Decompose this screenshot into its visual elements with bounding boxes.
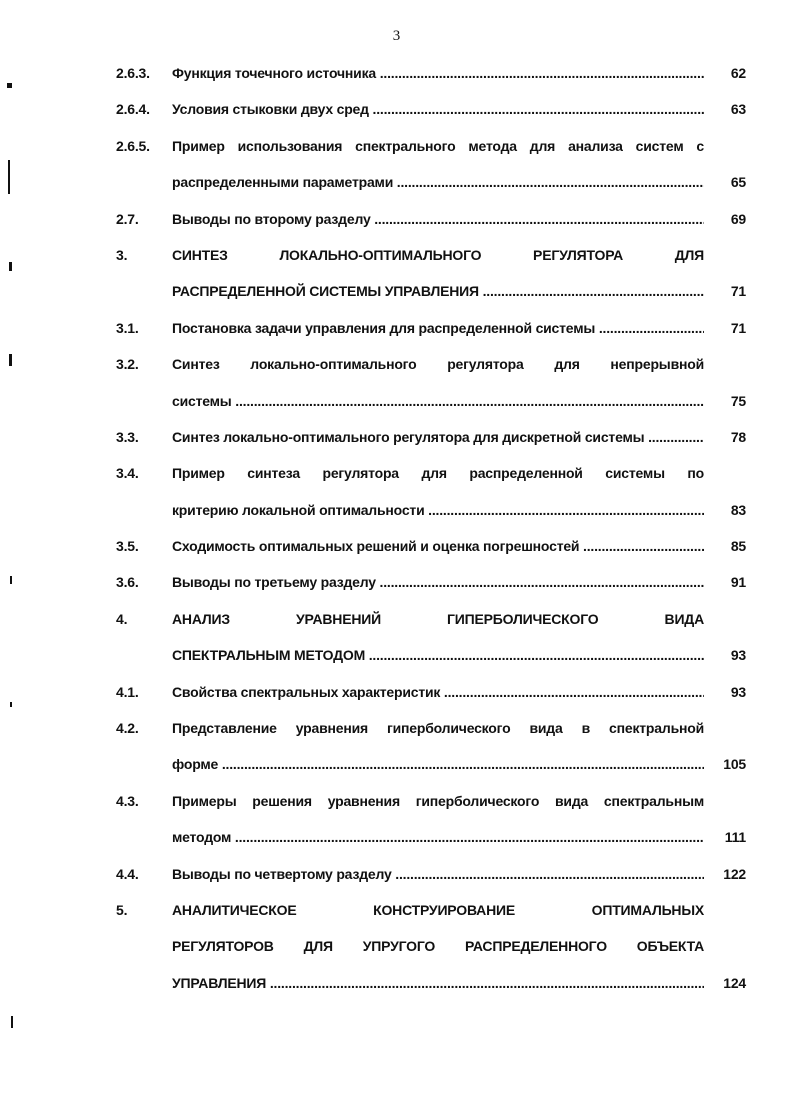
toc-entry-title: Постановка задачи управления для распределенной системы ..... [172,320,704,336]
toc-entry [0,128,793,201]
toc-entry-number: 3.1. [116,319,139,336]
toc-entry-title: СИНТЕЗ ЛОКАЛЬНО-ОПТИМАЛЬНОГО РЕГУЛЯТОРА ДЛЯ [172,246,704,263]
toc-entry [0,564,793,600]
toc-entry-title: Пример использования спектрального метода для анализа систем с [172,137,704,154]
scan-mark [10,576,12,584]
toc-entry-title: системы ..... [172,393,704,409]
toc-entry-title: АНАЛИЗ УРАВНЕНИЙ ГИПЕРБОЛИЧЕСКОГО ВИДА [172,610,704,627]
toc-entry-page: 93 [730,683,746,700]
toc-entry-title: Условия стыковки двух сред ..... [172,101,704,117]
toc-entry-title: Свойства спектральных характеристик ..... [172,684,704,700]
scan-mark [7,83,12,88]
toc-entry-number: 3.5. [116,538,139,555]
toc-entry-page: 75 [730,392,746,409]
toc-entry-page: 65 [730,174,746,191]
toc-entry-number: 4.1. [116,683,139,700]
toc-entry [0,201,793,237]
toc-entry-page: 111 [724,829,746,846]
toc-line [0,237,793,273]
toc-line [0,674,793,710]
toc-entry-title: УПРАВЛЕНИЯ ..... [172,975,704,991]
toc-entry-title: РЕГУЛЯТОРОВ ДЛЯ УПРУГОГО РАСПРЕДЕЛЕННОГО ОБЪЕКТА [172,938,704,955]
toc-entry-title: Примеры решения уравнения гиперболического вида спектральным [172,792,704,809]
toc-entry-number: 4. [116,610,128,627]
toc-entry-page: 71 [730,283,746,300]
toc-line [0,746,793,782]
toc-line [0,564,793,600]
toc-line [0,128,793,164]
toc-entry-number: 2.6.4. [116,101,150,118]
toc-line [0,856,793,892]
toc-line [0,346,793,382]
toc-entry-page: 69 [730,210,746,227]
toc-entry [0,55,793,91]
toc-line [0,601,793,637]
toc-entry-title: АНАЛИТИЧЕСКОЕ КОНСТРУИРОВАНИЕ ОПТИМАЛЬНЫХ [172,901,704,918]
toc-entry [0,237,793,310]
toc-entry [0,674,793,710]
toc-entry-page: 91 [730,574,746,591]
scan-mark [8,160,10,194]
toc-entry [0,310,793,346]
toc-line [0,273,793,309]
toc-entry-page: 71 [730,319,746,336]
toc-entry-title: Синтез локально-оптимального регулятора для непрерывной [172,356,704,373]
toc-entry-page: 122 [723,865,746,882]
scan-mark [9,354,12,366]
page-number: 3 [392,28,401,44]
toc-line [0,91,793,127]
toc-entry [0,419,793,455]
toc-line [0,492,793,528]
scan-mark [11,1016,13,1028]
toc-line [0,164,793,200]
toc-entry-title: СПЕКТРАЛЬНЫМ МЕТОДОМ ..... [172,647,704,663]
toc-line [0,637,793,673]
toc-entry [0,710,793,783]
toc-line [0,310,793,346]
toc-entry [0,528,793,564]
toc-entry [0,455,793,528]
toc-entry [0,783,793,856]
toc-line [0,455,793,491]
toc-entry-title: методом ..... [172,829,704,845]
toc-entry-number: 2.7. [116,210,139,227]
toc-entry-number: 4.4. [116,865,139,882]
toc-entry-title: Синтез локально-оптимального регулятора для дискретной системы ..... [172,429,704,445]
toc-entry-title: форме ..... [172,756,704,772]
toc-entry-title: Функция точечного источника ..... [172,65,704,81]
toc-entry-number: 3. [116,246,128,263]
toc-entry-page: 62 [730,65,746,81]
toc-entry-title: Пример синтеза регулятора для распределенной системы по [172,465,704,482]
toc-entry-title: Сходимость оптимальных решений и оценка погрешностей ..... [172,538,704,554]
toc-entry [0,892,793,1001]
toc-entry-number: 3.2. [116,356,139,373]
scan-mark [10,702,12,707]
toc-entry-number: 4.3. [116,792,139,809]
toc-entry-page: 85 [730,538,746,555]
toc-line [0,419,793,455]
toc-entry-title: критерию локальной оптимальности ..... [172,502,704,518]
toc-entry [0,601,793,674]
toc-line [0,710,793,746]
toc-entry-page: 63 [730,101,746,118]
toc-entry [0,346,793,419]
toc-entry-page: 93 [730,647,746,664]
toc-entry-number: 2.6.3. [116,65,150,81]
toc-entry-number: 3.3. [116,428,139,445]
toc-line [0,965,793,1001]
toc-line [0,819,793,855]
toc-entry-page: 83 [730,501,746,518]
toc-line [0,383,793,419]
toc-entry-title: Представление уравнения гиперболического вида в спектральной [172,720,704,737]
toc-entry-title: распределенными параметрами ..... [172,174,704,190]
toc-line [0,201,793,237]
table-of-contents [0,55,793,1001]
toc-entry-title: Выводы по третьему разделу ..... [172,574,704,590]
toc-entry-number: 3.4. [116,465,139,482]
toc-line [0,928,793,964]
toc-entry-page: 124 [723,974,746,991]
toc-entry [0,91,793,127]
toc-entry [0,856,793,892]
toc-entry-title: Выводы по четвертому разделу ..... [172,866,704,882]
toc-line [0,528,793,564]
toc-entry-title: Выводы по второму разделу ..... [172,211,704,227]
toc-entry-page: 105 [723,756,746,773]
toc-entry-number: 3.6. [116,574,139,591]
toc-entry-number: 2.6.5. [116,137,150,154]
toc-line [0,55,793,91]
scan-mark [9,262,12,271]
toc-entry-number: 5. [116,901,128,918]
toc-entry-title: РАСПРЕДЕЛЕННОЙ СИСТЕМЫ УПРАВЛЕНИЯ ..... [172,283,704,299]
toc-line [0,783,793,819]
toc-line [0,892,793,928]
toc-entry-number: 4.2. [116,720,139,737]
toc-entry-page: 78 [730,428,746,445]
